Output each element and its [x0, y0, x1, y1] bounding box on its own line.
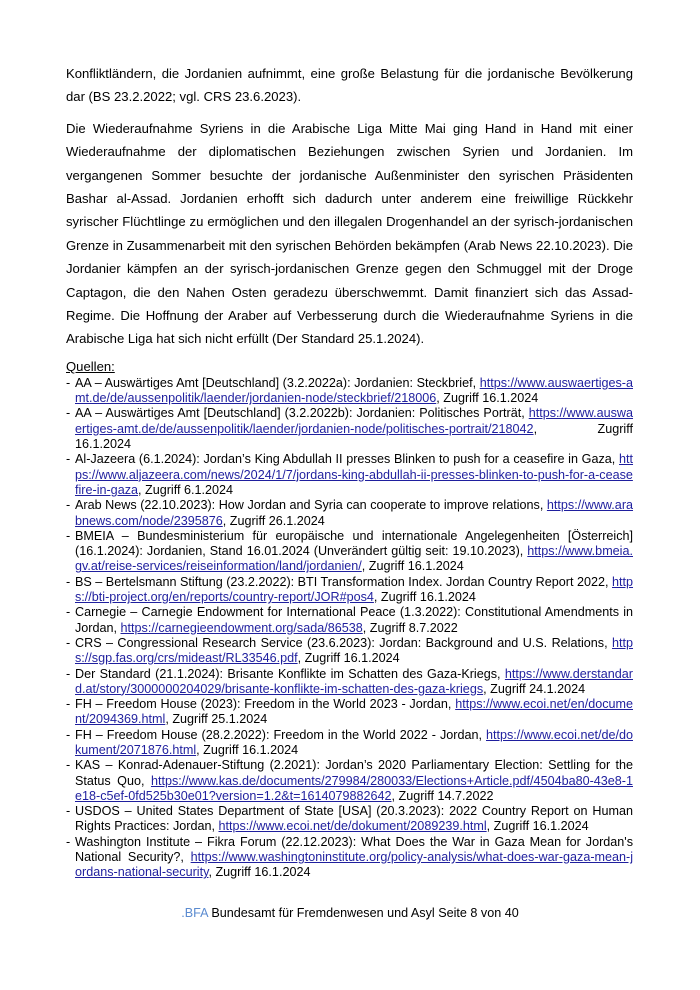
- reference-item: [66, 575, 633, 606]
- reference-link[interactable]: https://carnegieendowment.org/sada/86538: [120, 620, 363, 635]
- reference-accessed: , Zugriff 14.7.2022: [391, 788, 494, 803]
- reference-item: [66, 804, 633, 835]
- page-content: [66, 62, 633, 881]
- reference-text: AA – Auswärtiges Amt [Deutschland] (3.2.2022b): Jordanien: Politisches Porträt,: [75, 406, 525, 421]
- reference-text: FH – Freedom House (28.2.2022): Freedom in the World 2022 - Jordan,: [75, 727, 482, 742]
- reference-item: [66, 835, 633, 881]
- reference-link[interactable]: https://bti-project.org/en/reports/country-report/JOR#pos4: [75, 574, 634, 605]
- reference-link[interactable]: https://www.ecoi.net/de/dokument/2071876.html: [75, 727, 633, 757]
- reference-item: [66, 758, 633, 804]
- reference-item: [66, 697, 633, 728]
- reference-item: [66, 605, 633, 636]
- reference-link[interactable]: https://sgp.fas.org/crs/mideast/RL33546.pdf: [75, 635, 634, 666]
- reference-link[interactable]: https://www.kas.de/documents/279984/280033/Elections+Article.pdf/4504ba80-43e8-1e18-c5ef-0fd525b30e01?version=1.2&t=1614079882642: [75, 773, 633, 803]
- reference-text: Carnegie – Carnegie Endowment for International Peace (1.3.2022): Constitutional Amendments in Jordan,: [75, 605, 633, 635]
- page-footer: [0, 906, 700, 920]
- reference-accessed: , Zugriff 8.7.2022: [362, 620, 458, 635]
- reference-link[interactable]: https://www.ecoi.net/de/dokument/2089239.html: [218, 819, 487, 834]
- reference-text: USDOS – United States Department of State [USA] (20.3.2023): 2022 Country Report on Human Rights Practices: Jordan,: [75, 804, 633, 834]
- reference-accessed: , Zugriff 16.1.2024: [196, 743, 299, 757]
- reference-accessed: , Zugriff 24.1.2024: [483, 681, 586, 696]
- sources-heading: Quellen:: [66, 358, 115, 374]
- reference-link[interactable]: https://www.ecoi.net/en/document/2094369.html: [75, 697, 633, 727]
- reference-link[interactable]: https://www.derstandard.at/story/3000000204029/brisante-konflikte-im-schatten-des-gaza-kriegs: [75, 666, 634, 696]
- reference-accessed: , Zugriff 6.1.2024: [138, 482, 233, 497]
- reference-accessed: , Zugriff 16.1.2024: [373, 590, 476, 605]
- reference-link[interactable]: https://www.auswaertiges-amt.de/de/aussenpolitik/laender/jordanien-node/politisches-portrait/218042: [75, 406, 634, 436]
- reference-link[interactable]: https://www.washingtoninstitute.org/policy-analysis/what-does-war-gaza-mean-jordans-national-security: [75, 850, 634, 880]
- reference-item: [66, 636, 633, 667]
- reference-link[interactable]: https://www.arabnews.com/node/2395876: [75, 498, 634, 528]
- reference-text: Der Standard (21.1.2024): Brisante Konflikte im Schatten des Gaza-Kriegs,: [75, 666, 501, 681]
- reference-accessed: , Zugriff 16.1.2024: [75, 421, 633, 452]
- reference-item: [66, 376, 633, 407]
- reference-item: [66, 406, 633, 452]
- bfa-logo: .BFA: [181, 906, 208, 920]
- reference-text: Al-Jazeera (6.1.2024): Jordan’s King Abdullah II presses Blinken to push for a ceasefire in Gaza,: [75, 452, 616, 467]
- reference-text: AA – Auswärtiges Amt [Deutschland] (3.2.2022a): Jordanien: Steckbrief,: [75, 375, 477, 390]
- reference-accessed: , Zugriff 16.1.2024: [361, 559, 464, 574]
- reference-text: CRS – Congressional Research Service (23.6.2023): Jordan: Background and U.S. Relations,: [75, 635, 608, 650]
- reference-text: KAS – Konrad-Adenauer-Stiftung (2.2021): Jordan’s 2020 Parliamentary Election: Settling for the Status Quo,: [75, 758, 633, 788]
- reference-item: [66, 529, 633, 575]
- reference-item: [66, 728, 633, 759]
- reference-accessed: , Zugriff 16.1.2024: [208, 865, 311, 880]
- paragraph-continued: Konfliktländern, die Jordanien aufnimmt, eine große Belastung für die jordanische Bevölkerung dar (BS 23.2.2022; vgl. CRS 23.6.2023).: [66, 66, 633, 105]
- reference-link[interactable]: https://www.aljazeera.com/news/2024/1/7/jordans-king-abdullah-ii-presses-blinken-to-push-for-a-ceasefire-in-gaza: [75, 452, 634, 497]
- paragraph-syria-arab-league: Die Wiederaufnahme Syriens in die Arabische Liga Mitte Mai ging Hand in Hand mit einer Wiederaufnahme der diplomatischen Beziehungen zwischen Syrien und Jordanien. Im vergangenen Sommer besuchte der jordanische Außenminister den syrischen Präsidenten Bashar al-Assad. Jordanien erhofft sich dadurch unter anderem eine freiwillige Rückkehr syrischer Flüchtlinge zu ermöglichen und den illegalen Drogenhandel an der syrisch-jordanischen Grenze in Zusammenarbeit mit den syrischen Behörden bekämpfen (Arab News 22.10.2023). Die Jordanier kämpfen an der syrisch-jordanischen Grenze gegen den Schmuggel mit der Droge Captagon, die den Nahen Osten geradezu überschwemmt. Damit finanziert sich das Assad-Regime. Die Hoffnung der Araber auf Verbesserung durch die Wiederaufnahme Syriens in die Arabische Liga hat sich nicht erfüllt (Der Standard 25.1.2024).: [66, 120, 633, 347]
- footer-text: Bundesamt für Fremdenwesen und Asyl Seite 8 von 40: [207, 906, 519, 920]
- reference-text: Arab News (22.10.2023): How Jordan and Syria can cooperate to improve relations,: [75, 498, 544, 513]
- reference-text: Washington Institute – Fikra Forum (22.12.2023): What Does the War in Gaza Mean for Jordan's National Security?,: [75, 834, 633, 865]
- reference-accessed: , Zugriff 26.1.2024: [222, 513, 325, 528]
- reference-accessed: , Zugriff 16.1.2024: [297, 651, 400, 666]
- reference-accessed: , Zugriff 16.1.2024: [436, 391, 539, 406]
- reference-accessed: , Zugriff 25.1.2024: [165, 712, 268, 727]
- reference-link[interactable]: https://www.bmeia.gv.at/reise-services/reiseinformation/land/jordanien/: [75, 544, 633, 574]
- reference-text: BMEIA – Bundesministerium für europäische und internationale Angelegenheiten [Österreich] (16.1.2024): Jordanien, Stand 16.01.2024 (Unverändert gültig seit: 19.10.2023),: [75, 528, 633, 559]
- reference-text: BS – Bertelsmann Stiftung (23.2.2022): BTI Transformation Index. Jordan Country Report 2022,: [75, 574, 609, 589]
- reference-item: [66, 667, 633, 698]
- reference-item: [66, 452, 633, 498]
- reference-list: [66, 376, 633, 881]
- reference-accessed: , Zugriff 16.1.2024: [486, 819, 589, 834]
- reference-item: [66, 498, 633, 529]
- reference-text: FH – Freedom House (2023): Freedom in the World 2023 - Jordan,: [75, 697, 452, 712]
- reference-link[interactable]: https://www.auswaertiges-amt.de/de/aussenpolitik/laender/jordanien-node/steckbrief/218006: [75, 375, 633, 406]
